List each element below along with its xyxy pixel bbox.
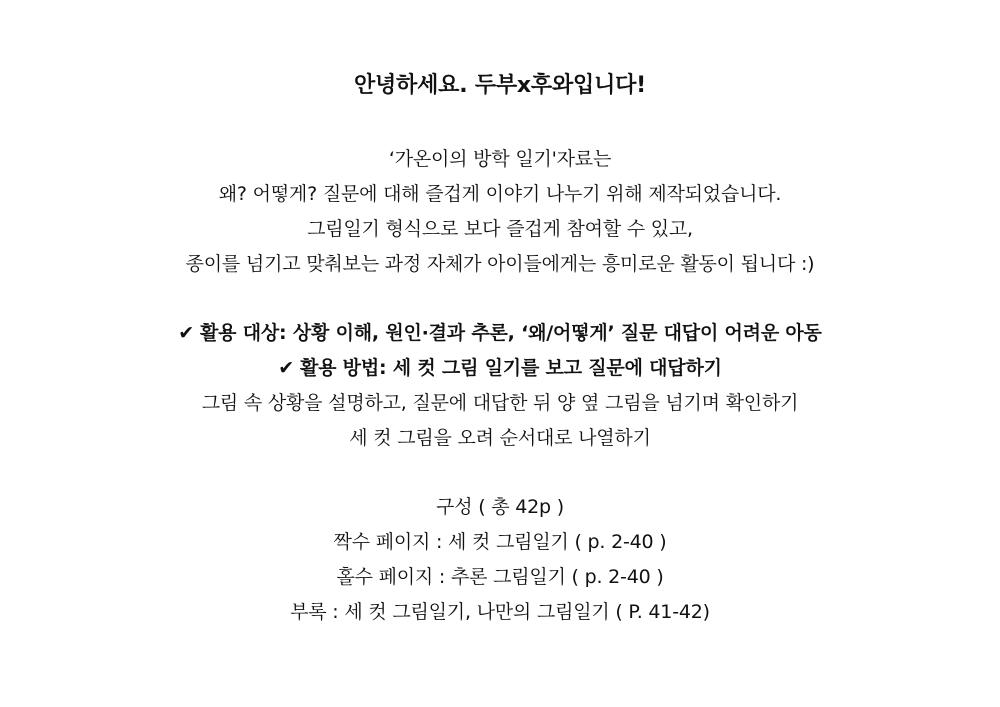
checkmark-icon: ✔ (178, 322, 195, 344)
usage-method-line-3: 세 컷 그림을 오려 순서대로 나열하기 (349, 427, 651, 449)
usage-method-text: 활용 방법: 세 컷 그림 일기를 보고 질문에 대답하기 (299, 357, 722, 379)
composition-item-odd: 홀수 페이지 : 추론 그림일기 ( p. 2-40 ) (336, 566, 664, 588)
composition-item-even: 짝수 페이지 : 세 컷 그림일기 ( p. 2-40 ) (333, 531, 667, 553)
composition-item-appendix: 부록 : 세 컷 그림일기, 나만의 그림일기 ( P. 41-42) (290, 601, 710, 623)
intro-line-4: 종이를 넘기고 맞춰보는 과정 자체가 아이들에게는 흥미로운 활동이 됩니다 :) (185, 253, 815, 275)
intro-line-1: ‘가온이의 방학 일기'자료는 (388, 148, 612, 170)
usage-target-line (0, 320, 1000, 346)
usage-target-text: 활용 대상: 상황 이해, 원인·결과 추론, ‘왜/어떻게’ 질문 대답이 어려운 아동 (200, 322, 822, 344)
intro-line-3: 그림일기 형식으로 보다 즐겁게 참여할 수 있고, (307, 218, 693, 240)
composition-heading: 구성 ( 총 42p ) (436, 496, 564, 518)
usage-method-line (0, 355, 1000, 381)
intro-line-2: 왜? 어떻게? 질문에 대해 즐겁게 이야기 나누기 위해 제작되었습니다. (218, 183, 782, 205)
page-title: 안녕하세요. 두부x후와입니다! (353, 73, 647, 98)
checkmark-icon: ✔ (278, 357, 294, 379)
usage-method-line-2: 그림 속 상황을 설명하고, 질문에 대답한 뒤 양 옆 그림을 넘기며 확인하기 (201, 392, 799, 414)
